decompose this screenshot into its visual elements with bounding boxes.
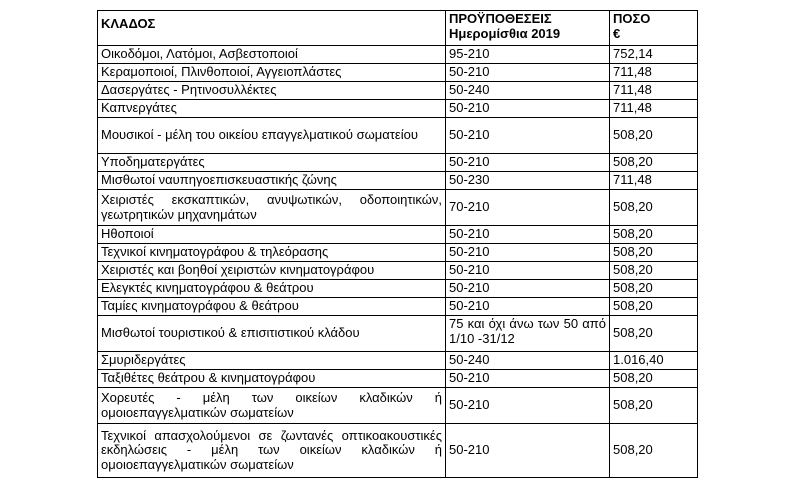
- sector-cell: Χειριστές και βοηθοί χειριστών κινηματογράφου: [98, 262, 446, 280]
- sector-cell: Χειριστές εκσκαπτικών, ανυψωτικών, οδοποιητικών, γεωτρητικών μηχανημάτων: [98, 190, 446, 226]
- sector-cell: Ταξιθέτες θεάτρου & κινηματογράφου: [98, 370, 446, 388]
- table-row: [98, 370, 698, 388]
- requirements-cell: 50-210: [446, 262, 610, 280]
- sector-cell: Χορευτές - μέλη των οικείων κλαδικών ή ομοιοεπαγγελματικών σωματείων: [98, 388, 446, 424]
- table-row: [98, 118, 698, 154]
- header-amount: [610, 11, 698, 46]
- amount-cell: 711,48: [610, 64, 698, 82]
- sector-cell: Οικοδόμοι, Λατόμοι, Ασβεστοποιοί: [98, 46, 446, 64]
- amount-cell: 508,20: [610, 154, 698, 172]
- requirements-cell: 75 και όχι άνω των 50 από 1/10 -31/12: [446, 316, 610, 352]
- table-row: [98, 190, 698, 226]
- sector-cell: Ηθοποιοί: [98, 226, 446, 244]
- table-row: [98, 64, 698, 82]
- amount-cell: 508,20: [610, 298, 698, 316]
- amount-cell: 508,20: [610, 280, 698, 298]
- requirements-cell: 50-210: [446, 118, 610, 154]
- sector-cell: Μισθωτοί ναυπηγοεπισκευαστικής ζώνης: [98, 172, 446, 190]
- amount-cell: 711,48: [610, 172, 698, 190]
- table-row: [98, 424, 698, 478]
- requirements-cell: 50-230: [446, 172, 610, 190]
- table-row: [98, 280, 698, 298]
- sector-cell: Κεραμοποιοί, Πλινθοποιοί, Αγγειοπλάστες: [98, 64, 446, 82]
- header-amount-line1: ΠΟΣΟ: [613, 11, 651, 26]
- table-row: [98, 262, 698, 280]
- table-row: [98, 316, 698, 352]
- amount-cell: 508,20: [610, 226, 698, 244]
- table-row: [98, 298, 698, 316]
- requirements-cell: 50-240: [446, 352, 610, 370]
- table-row: [98, 82, 698, 100]
- requirements-cell: 50-210: [446, 100, 610, 118]
- table-row: [98, 100, 698, 118]
- amount-cell: 711,48: [610, 100, 698, 118]
- amount-cell: 508,20: [610, 244, 698, 262]
- requirements-cell: 50-210: [446, 370, 610, 388]
- amount-cell: 752,14: [610, 46, 698, 64]
- table-row: [98, 226, 698, 244]
- amount-cell: 508,20: [610, 118, 698, 154]
- amount-cell: 508,20: [610, 370, 698, 388]
- amount-cell: 711,48: [610, 82, 698, 100]
- sector-cell: Δασεργάτες - Ρητινοσυλλέκτες: [98, 82, 446, 100]
- sector-cell: Ελεγκτές κινηματογράφου & θεάτρου: [98, 280, 446, 298]
- table-row: [98, 388, 698, 424]
- requirements-cell: 50-210: [446, 298, 610, 316]
- table-row: [98, 172, 698, 190]
- requirements-cell: 95-210: [446, 46, 610, 64]
- requirements-cell: 70-210: [446, 190, 610, 226]
- requirements-cell: 50-210: [446, 388, 610, 424]
- requirements-cell: 50-210: [446, 154, 610, 172]
- sector-cell: Υποδηματεργάτες: [98, 154, 446, 172]
- requirements-cell: 50-210: [446, 280, 610, 298]
- sector-cell: Σμυριδεργάτες: [98, 352, 446, 370]
- requirements-cell: 50-240: [446, 82, 610, 100]
- requirements-cell: 50-210: [446, 424, 610, 478]
- sector-cell: Τεχνικοί απασχολούμενοι σε ζωντανές οπτικοακουστικές εκδηλώσεις - μέλη των οικείων κλαδικών ή ομοιοεπαγγελματικών σωματείων: [98, 424, 446, 478]
- amount-cell: 508,20: [610, 424, 698, 478]
- requirements-cell: 50-210: [446, 244, 610, 262]
- amount-cell: 1.016,40: [610, 352, 698, 370]
- table-row: [98, 154, 698, 172]
- table-row: [98, 244, 698, 262]
- header-requirements-line2: Ημερομίσθια 2019: [449, 25, 561, 41]
- sector-cell: Μισθωτοί τουριστικού & επισιτιστικού κλάδου: [98, 316, 446, 352]
- header-sector: ΚΛΑΔΟΣ: [98, 11, 446, 46]
- requirements-cell: 50-210: [446, 226, 610, 244]
- sector-cell: Ταμίες κινηματογράφου & θεάτρου: [98, 298, 446, 316]
- sector-cell: Τεχνικοί κινηματογράφου & τηλεόρασης: [98, 244, 446, 262]
- amount-cell: 508,20: [610, 262, 698, 280]
- sector-cell: Μουσικοί - μέλη του οικείου επαγγελματικού σωματείου: [98, 118, 446, 154]
- table-row: [98, 352, 698, 370]
- table-row: [98, 46, 698, 64]
- table-header-row: [98, 11, 698, 46]
- header-amount-line2: €: [613, 25, 621, 41]
- sector-cell: Καπνεργάτες: [98, 100, 446, 118]
- amount-cell: 508,20: [610, 190, 698, 226]
- header-requirements: [446, 11, 610, 46]
- requirements-cell: 50-210: [446, 64, 610, 82]
- amount-cell: 508,20: [610, 388, 698, 424]
- header-requirements-line1: ΠΡΟΫΠΟΘΕΣΕΙΣ: [449, 11, 552, 26]
- amount-cell: 508,20: [610, 316, 698, 352]
- benefits-table: [97, 10, 698, 478]
